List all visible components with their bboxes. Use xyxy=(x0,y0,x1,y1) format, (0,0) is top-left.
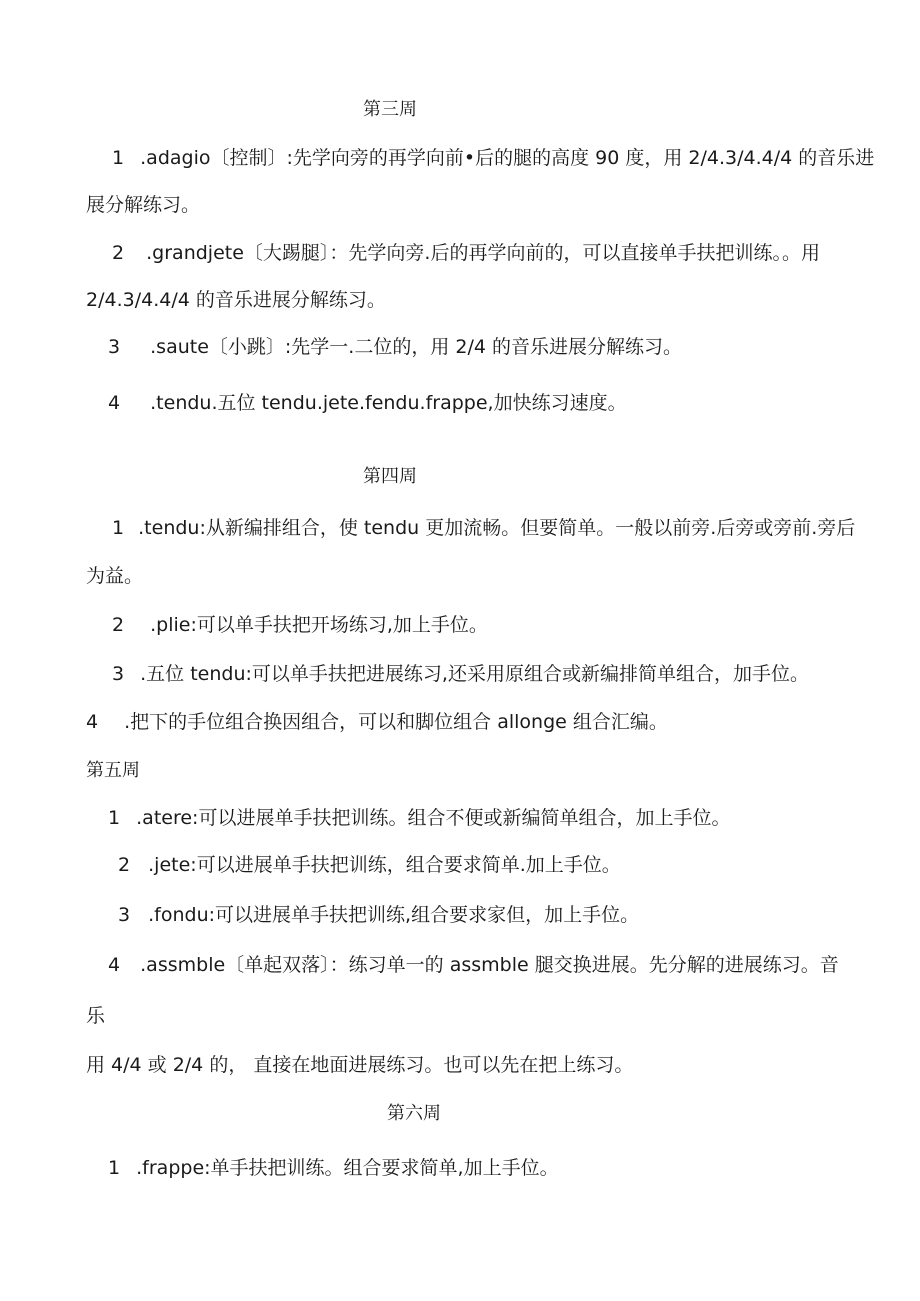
item-number: 4 xyxy=(108,392,121,414)
week-4-item-2 xyxy=(112,613,488,637)
week-6-item-1 xyxy=(108,1156,559,1180)
week-5-item-4-continued: 乐 xyxy=(86,1005,106,1027)
week-5-item-4 xyxy=(108,953,839,977)
week-3-item-2-continued: 2/4.3/4.4/4 的音乐进展分解练习。 xyxy=(86,289,386,311)
week-4-item-1-continued: 为益。 xyxy=(86,565,144,587)
item-number: 4 xyxy=(86,711,99,733)
week-5-item-1 xyxy=(108,806,730,830)
week-3-item-4 xyxy=(108,391,627,415)
item-text: .frappe:单手扶把训练。组合要求简单,加上手位。 xyxy=(136,1157,559,1179)
item-number: 4 xyxy=(108,954,121,976)
item-text: .tendu:从新编排组合，使 tendu 更加流畅。但要简单。一般以前旁.后旁或旁前.旁后 xyxy=(138,517,856,539)
item-number: 3 xyxy=(118,904,131,926)
item-number: 3 xyxy=(108,336,121,358)
item-number: 2 xyxy=(118,854,131,876)
week-3-item-1 xyxy=(112,146,874,170)
week-3-item-1-continued: 展分解练习。 xyxy=(86,194,201,216)
item-number: 1 xyxy=(112,517,125,539)
item-number: 1 xyxy=(108,1157,121,1179)
week-5-item-2 xyxy=(118,853,621,877)
item-number: 2 xyxy=(112,242,125,264)
week-4-item-1 xyxy=(112,516,855,540)
week-3-item-2 xyxy=(112,241,820,265)
item-text: .plie:可以单手扶把开场练习,加上手位。 xyxy=(150,614,488,636)
item-text: .把下的手位组合换因组合，可以和脚位组合 allonge 组合汇编。 xyxy=(124,711,668,733)
week-3-heading: 第三周 xyxy=(363,99,417,120)
week-5-item-4-continued-2: 用 4/4 或 2/4 的， 直接在地面进展练习。也可以先在把上练习。 xyxy=(86,1054,634,1076)
week-4-item-4 xyxy=(86,710,668,734)
week-3-item-3 xyxy=(108,335,682,359)
item-text: .fondu:可以进展单手扶把训练,组合要求家但，加上手位。 xyxy=(148,904,640,926)
item-number: 1 xyxy=(112,147,125,169)
week-4-item-3 xyxy=(112,662,809,686)
item-text: .adagio〔控制〕:先学向旁的再学向前•后的腿的高度 90 度，用 2/4.3/4.4/4 的音乐进 xyxy=(140,147,875,169)
week-6-heading: 第六周 xyxy=(387,1103,441,1124)
week-4-heading: 第四周 xyxy=(363,466,417,487)
item-number: 1 xyxy=(108,807,121,829)
item-text: .atere:可以进展单手扶把训练。组合不便或新编简单组合，加上手位。 xyxy=(136,807,731,829)
item-text: .saute〔小跳〕:先学一.二位的，用 2/4 的音乐进展分解练习。 xyxy=(150,336,683,358)
item-text: .五位 tendu:可以单手扶把进展练习,还采用原组合或新编排简单组合，加手位。 xyxy=(140,663,809,685)
week-5-heading: 第五周 xyxy=(86,760,140,781)
item-text: .assmble〔单起双落〕：练习单一的 assmble 腿交换进展。先分解的进展练习。音 xyxy=(140,954,839,976)
week-5-item-3 xyxy=(118,903,639,927)
item-number: 2 xyxy=(112,614,125,636)
item-text: .jete:可以进展单手扶把训练，组合要求简单.加上手位。 xyxy=(148,854,621,876)
item-text: .tendu.五位 tendu.jete.fendu.frappe,加快练习速度。 xyxy=(150,392,627,414)
item-text: .grandjete〔大踢腿〕：先学向旁.后的再学向前的，可以直接单手扶把训练。。用 xyxy=(146,242,820,264)
item-number: 3 xyxy=(112,663,125,685)
